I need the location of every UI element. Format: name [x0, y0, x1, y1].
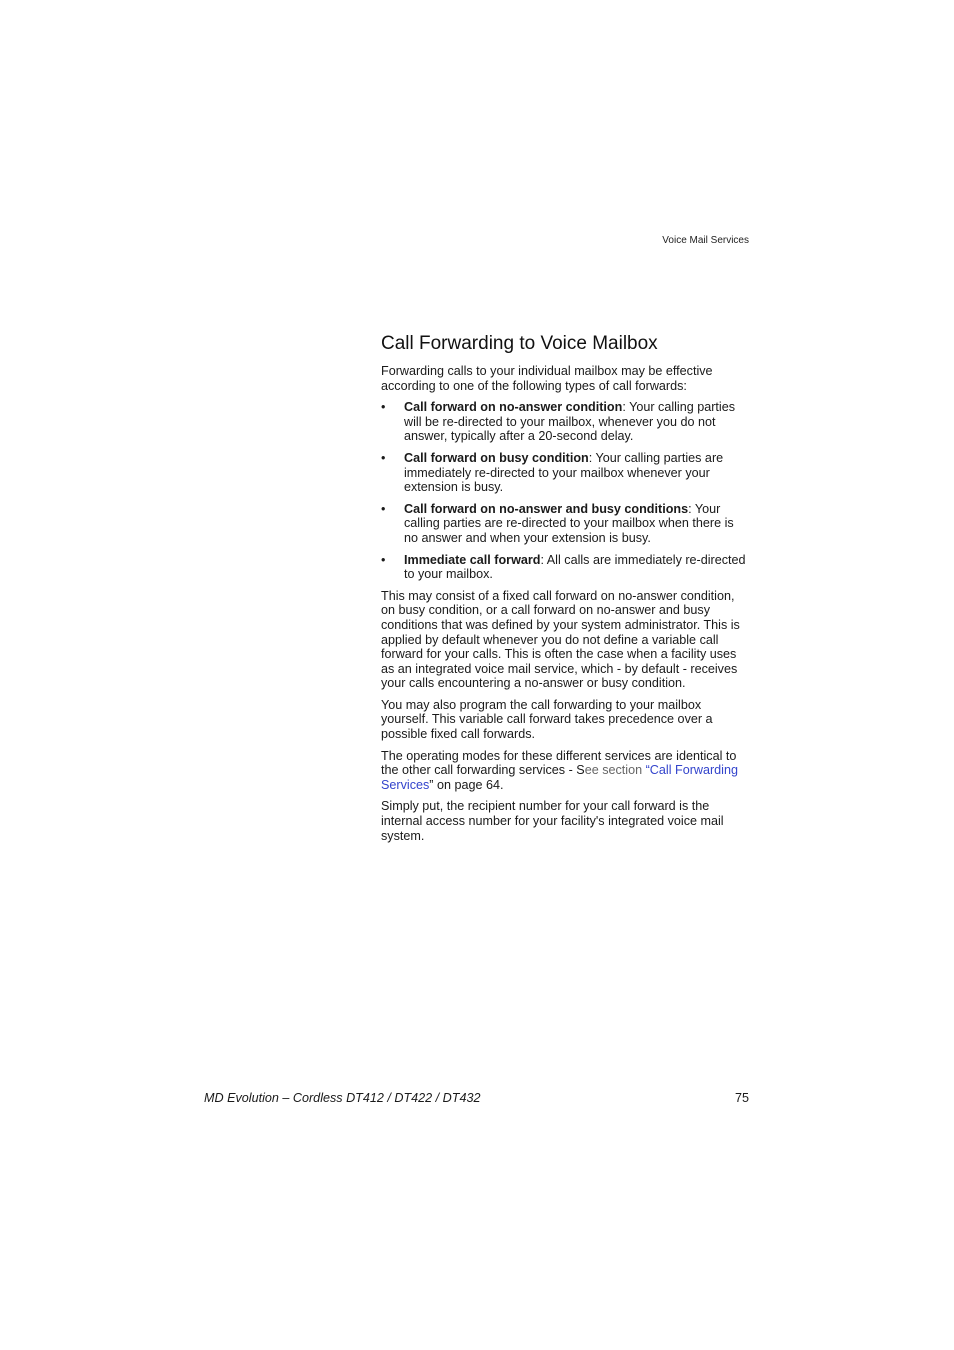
list-item-text: : Your calling parties are immediately re-directed to your mailbox whenever your extension is busy.: [404, 450, 724, 495]
section-title: Call Forwarding to Voice Mailbox: [381, 333, 658, 354]
variable-forward-paragraph: You may also program the call forwarding to your mailbox yourself. This variable call forward takes precedence over a possible fixed call forwards.: [381, 697, 713, 742]
operating-modes-paragraph: [381, 749, 749, 793]
list-item-term: Call forward on no-answer and busy conditions: [404, 501, 689, 516]
recipient-number-paragraph: Simply put, the recipient number for your call forward is the internal access number for your facility's integrated voice mail system.: [381, 799, 724, 843]
list-item-term: Call forward on no-answer condition: [404, 400, 623, 415]
modes-text-grey: ee section: [584, 763, 646, 778]
list-item: [381, 553, 749, 582]
list-item-term: Immediate call forward: [404, 552, 541, 567]
list-item: [381, 502, 749, 546]
call-forwarding-services-link[interactable]: “Call Forwarding Services: [381, 763, 738, 792]
footer-doc-title: MD Evolution – Cordless DT412 / DT422 / DT432: [204, 1091, 481, 1105]
modes-text-after: ” on page 64.: [429, 777, 504, 792]
list-item-text: : All calls are immediately re-directed to your mailbox.: [404, 552, 746, 582]
page-number: 75: [734, 1091, 749, 1105]
bullet-mark: •: [381, 400, 386, 415]
running-header: Voice Mail Services: [662, 235, 749, 246]
bullet-mark: •: [381, 501, 386, 516]
bullet-mark: •: [381, 450, 386, 465]
list-item: [381, 451, 749, 495]
fixed-forward-paragraph: This may consist of a fixed call forward on no-answer condition, on busy condition, or a call forward on no-answer and busy conditions that was defined by your system administrator. This is applied by default whenever you do not define a variable call forward for your calls. This is often the case when a facility uses as an integrated voice mail service, which - by default - receives your calls encountering a no-answer or busy condition.: [381, 588, 740, 691]
list-item: [381, 400, 749, 444]
main-content: [381, 333, 749, 850]
list-item-text: : Your calling parties are re-directed to your mailbox when there is no answer and when your extension is busy.: [404, 501, 734, 545]
modes-text-before: The operating modes for these different services are identical to the other call forwarding services - S: [381, 748, 737, 778]
bullet-mark: •: [381, 552, 386, 567]
list-item-text: : Your calling parties will be re-directed to your mailbox, whenever you do not answer, typically after a 20-second delay.: [404, 400, 736, 444]
list-item-term: Call forward on busy condition: [404, 450, 589, 465]
call-forward-types-list: [381, 400, 749, 582]
intro-paragraph: Forwarding calls to your individual mailbox may be effective according to one of the following types of call forwards:: [381, 364, 713, 393]
